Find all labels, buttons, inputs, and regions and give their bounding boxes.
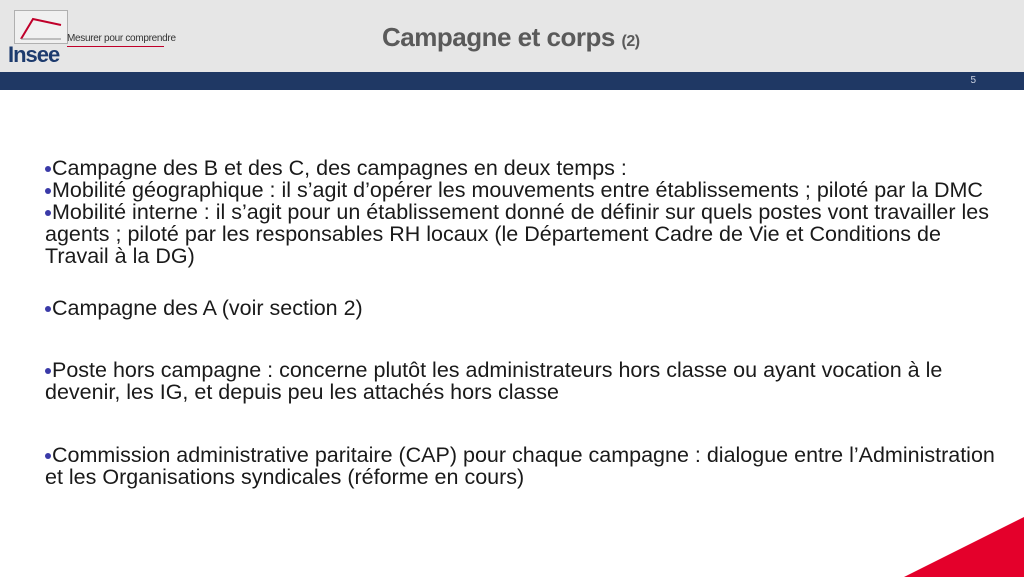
bullet-item (45, 157, 995, 179)
page-title (382, 22, 640, 53)
bullet-item (45, 179, 995, 201)
bullet-icon (45, 210, 51, 216)
bullet-item (45, 444, 995, 488)
bullet-icon (45, 188, 51, 194)
bullet-item (45, 297, 995, 319)
corner-triangle-decoration (904, 517, 1024, 577)
bullet-text: Mobilité géographique : il s’agit d’opérer les mouvements entre établissements ; piloté par la DMC (52, 178, 983, 202)
bullet-text: Campagne des A (voir section 2) (52, 296, 363, 320)
logo-emblem (14, 10, 68, 44)
page-title-suffix: (2) (621, 33, 640, 50)
bullet-text: Mobilité interne : il s’agit pour un établissement donné de définir sur quels postes vont travailler les agents ; piloté par les responsables RH locaux (le Département Cadre de Vie et Conditions de Travail à la DG) (45, 200, 989, 268)
slide-content (45, 157, 995, 488)
bullet-item (45, 359, 995, 403)
tagline-underline (67, 46, 164, 47)
bullet-item (45, 201, 995, 267)
bullet-text: Commission administrative paritaire (CAP) pour chaque campagne : dialogue entre l’Administration et les Organisations syndicales (réforme en cours) (45, 443, 995, 489)
title-band (0, 72, 1024, 90)
insee-logo (8, 8, 70, 66)
header-bar (0, 0, 1024, 72)
bullet-icon (45, 453, 51, 459)
bullet-text: Campagne des B et des C, des campagnes en deux temps : (52, 156, 627, 180)
bullet-icon (45, 166, 51, 172)
bullet-icon (45, 306, 51, 312)
bullet-text: Poste hors campagne : concerne plutôt les administrateurs hors classe ou ayant vocation à le devenir, les IG, et depuis peu les attachés hors classe (45, 358, 943, 404)
page-title-text: Campagne et corps (382, 22, 615, 52)
logo-text: Insee (8, 42, 60, 67)
logo-tagline: Mesurer pour comprendre (67, 33, 176, 44)
bullet-icon (45, 368, 51, 374)
page-number: 5 (970, 75, 976, 86)
